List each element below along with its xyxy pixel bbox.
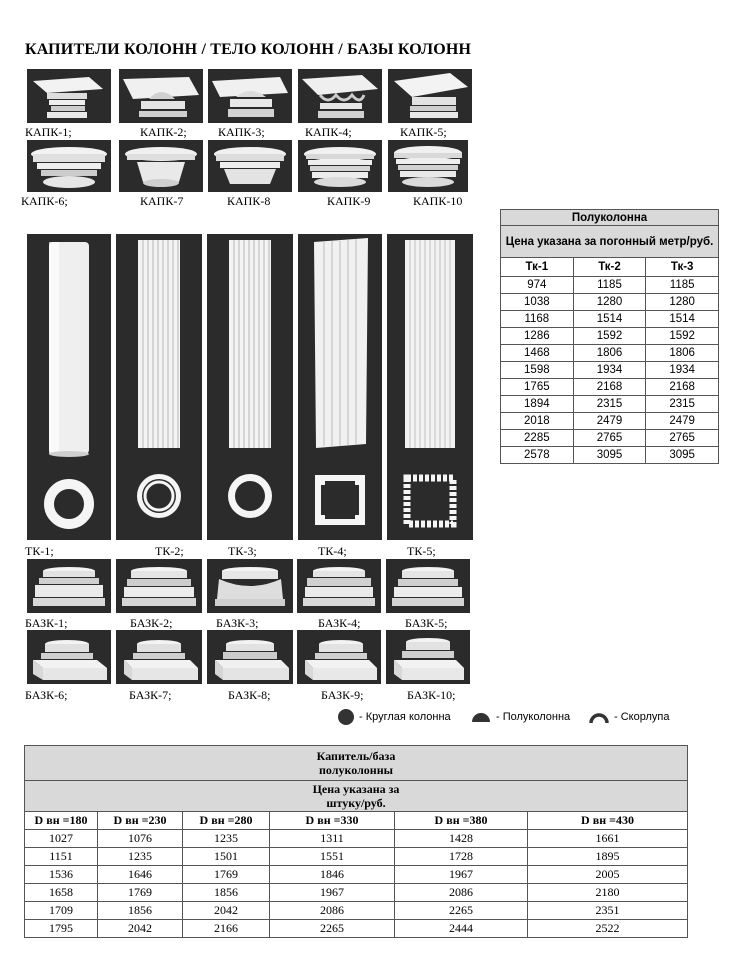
- base-label-6: БАЗК-6;: [25, 688, 68, 702]
- shaft-image-4: [298, 234, 382, 540]
- table-row: [25, 902, 688, 920]
- table-cell: 2765: [646, 430, 719, 447]
- base-col-header: D вн =330: [270, 812, 395, 830]
- half-column-price-table: [500, 209, 719, 464]
- table-cell: 2444: [395, 920, 528, 938]
- table-cell: 1769: [183, 866, 270, 884]
- table-cell: 1769: [98, 884, 183, 902]
- capital-label-1: КАПК-1;: [25, 125, 72, 139]
- table-row: [501, 345, 719, 362]
- base-image-2: [116, 559, 202, 613]
- capital-image-3: [208, 69, 292, 123]
- capital-image-10: [388, 140, 468, 192]
- table-cell: 2578: [501, 447, 574, 464]
- table-cell: 1468: [501, 345, 574, 362]
- table-cell: 1168: [501, 311, 574, 328]
- table-cell: 1894: [501, 396, 574, 413]
- table-cell: 1709: [25, 902, 98, 920]
- table-cell: 1646: [98, 866, 183, 884]
- poly-col-header: Тк-3: [646, 258, 719, 277]
- table-cell: 1536: [25, 866, 98, 884]
- table-cell: 2166: [183, 920, 270, 938]
- table-cell: 1856: [183, 884, 270, 902]
- base-image-7: [116, 630, 202, 684]
- table-cell: 1728: [395, 848, 528, 866]
- poly-col-header: Тк-1: [501, 258, 574, 277]
- table-cell: 1185: [573, 277, 646, 294]
- table-cell: 2265: [395, 902, 528, 920]
- table-cell: 1592: [573, 328, 646, 345]
- table-row: [25, 884, 688, 902]
- base-col-header: D вн =430: [528, 812, 688, 830]
- table-row: [25, 866, 688, 884]
- table-cell: 1280: [646, 294, 719, 311]
- page-title: КАПИТЕЛИ КОЛОНН / ТЕЛО КОЛОНН / БАЗЫ КОЛОНН: [25, 41, 472, 58]
- table-cell: 1806: [573, 345, 646, 362]
- half-column-icon: [470, 708, 492, 726]
- table-cell: 3095: [573, 447, 646, 464]
- capital-image-6: [27, 140, 111, 192]
- table-cell: 2042: [98, 920, 183, 938]
- table-cell: 2168: [573, 379, 646, 396]
- table-row: [25, 920, 688, 938]
- capital-image-9: [298, 140, 382, 192]
- table-row: [25, 848, 688, 866]
- table-cell: 1658: [25, 884, 98, 902]
- table-cell: 2018: [501, 413, 574, 430]
- table-cell: 1235: [98, 848, 183, 866]
- table-cell: 1551: [270, 848, 395, 866]
- base-table-title-line2: полуколонны: [318, 763, 393, 777]
- table-cell: 1895: [528, 848, 688, 866]
- legend-shell: [588, 708, 669, 726]
- shaft-label-2: ТК-2;: [155, 544, 184, 558]
- table-row: [501, 277, 719, 294]
- base-table-subtitle-line1: Цена указана за: [312, 782, 400, 796]
- shaft-label-3: ТК-3;: [228, 544, 257, 558]
- table-cell: 2086: [270, 902, 395, 920]
- base-table-title: [25, 746, 688, 781]
- table-cell: 2005: [528, 866, 688, 884]
- table-row: [501, 328, 719, 345]
- table-cell: 1038: [501, 294, 574, 311]
- table-cell: 2315: [573, 396, 646, 413]
- table-cell: 974: [501, 277, 574, 294]
- base-col-header: D вн =230: [98, 812, 183, 830]
- capital-label-4: КАПК-4;: [305, 125, 352, 139]
- table-cell: 2479: [573, 413, 646, 430]
- table-cell: 1235: [183, 830, 270, 848]
- base-col-header: D вн =280: [183, 812, 270, 830]
- table-cell: 1076: [98, 830, 183, 848]
- table-row: [501, 294, 719, 311]
- capital-image-1: [27, 69, 111, 123]
- legend-half: [470, 708, 570, 726]
- poly-table-title: Полуколонна: [501, 210, 719, 226]
- table-row: [501, 413, 719, 430]
- capital-base-price-table: [24, 745, 688, 938]
- shaft-image-2: [116, 234, 202, 540]
- table-cell: 1934: [646, 362, 719, 379]
- base-label-3: БАЗК-3;: [216, 616, 259, 630]
- shaft-image-5: [387, 234, 473, 540]
- base-image-4: [297, 559, 381, 613]
- poly-col-header: Тк-2: [573, 258, 646, 277]
- table-cell: 1592: [646, 328, 719, 345]
- table-cell: 1514: [573, 311, 646, 328]
- legend-round: [337, 708, 451, 726]
- base-image-8: [207, 630, 293, 684]
- shaft-label-4: ТК-4;: [318, 544, 347, 558]
- base-label-4: БАЗК-4;: [318, 616, 361, 630]
- table-cell: 2765: [573, 430, 646, 447]
- table-cell: 2042: [183, 902, 270, 920]
- capital-image-2: [119, 69, 203, 123]
- base-label-5: БАЗК-5;: [405, 616, 448, 630]
- shaft-image-1: [27, 234, 111, 540]
- table-cell: 2351: [528, 902, 688, 920]
- base-col-header: D вн =380: [395, 812, 528, 830]
- table-row: [501, 430, 719, 447]
- legend-shell-label: - Скорлупа: [614, 711, 670, 723]
- table-cell: 2265: [270, 920, 395, 938]
- capital-label-7: КАПК-7: [140, 194, 184, 208]
- capital-image-4: [298, 69, 382, 123]
- base-image-1: [27, 559, 111, 613]
- table-cell: 2086: [395, 884, 528, 902]
- shaft-label-5: ТК-5;: [407, 544, 436, 558]
- table-cell: 1501: [183, 848, 270, 866]
- capital-label-10: КАПК-10: [413, 194, 463, 208]
- table-cell: 1280: [573, 294, 646, 311]
- table-cell: 1598: [501, 362, 574, 379]
- table-cell: 1846: [270, 866, 395, 884]
- capital-label-8: КАПК-8: [227, 194, 271, 208]
- base-table-subtitle-line2: штуку/руб.: [326, 796, 386, 810]
- shaft-image-3: [207, 234, 293, 540]
- base-label-8: БАЗК-8;: [228, 688, 271, 702]
- table-cell: 1967: [395, 866, 528, 884]
- table-cell: 1514: [646, 311, 719, 328]
- table-cell: 2168: [646, 379, 719, 396]
- base-col-header: D вн =180: [25, 812, 98, 830]
- shaft-label-1: ТК-1;: [25, 544, 54, 558]
- capital-label-6: КАПК-6;: [21, 194, 68, 208]
- table-cell: 1795: [25, 920, 98, 938]
- table-row: [501, 379, 719, 396]
- table-cell: 1934: [573, 362, 646, 379]
- base-image-5: [386, 559, 470, 613]
- base-image-10: [386, 630, 470, 684]
- table-cell: 1027: [25, 830, 98, 848]
- table-cell: 1765: [501, 379, 574, 396]
- table-row: [501, 396, 719, 413]
- table-cell: 2180: [528, 884, 688, 902]
- capital-image-5: [388, 69, 472, 123]
- base-image-3: [207, 559, 293, 613]
- table-cell: 1428: [395, 830, 528, 848]
- table-cell: 1661: [528, 830, 688, 848]
- base-label-7: БАЗК-7;: [129, 688, 172, 702]
- base-label-9: БАЗК-9;: [321, 688, 364, 702]
- capital-label-5: КАПК-5;: [400, 125, 447, 139]
- table-cell: 2522: [528, 920, 688, 938]
- table-cell: 1151: [25, 848, 98, 866]
- table-cell: 1856: [98, 902, 183, 920]
- base-label-2: БАЗК-2;: [130, 616, 173, 630]
- table-cell: 1286: [501, 328, 574, 345]
- table-cell: 1806: [646, 345, 719, 362]
- base-image-9: [297, 630, 381, 684]
- table-cell: 1185: [646, 277, 719, 294]
- table-cell: 2285: [501, 430, 574, 447]
- table-cell: 2479: [646, 413, 719, 430]
- table-row: [501, 447, 719, 464]
- shell-icon: [588, 708, 610, 726]
- capital-label-3: КАПК-3;: [218, 125, 265, 139]
- capital-image-8: [208, 140, 292, 192]
- legend-half-label: - Полуколонна: [496, 711, 571, 723]
- table-row: [501, 362, 719, 379]
- capital-label-9: КАПК-9: [327, 194, 371, 208]
- table-cell: 1967: [270, 884, 395, 902]
- table-cell: 2315: [646, 396, 719, 413]
- poly-table-subtitle: Цена указана за погонный метр/руб.: [501, 226, 719, 258]
- capital-label-2: КАПК-2;: [140, 125, 187, 139]
- table-cell: 1311: [270, 830, 395, 848]
- round-column-icon: [337, 708, 355, 726]
- legend-round-label: - Круглая колонна: [359, 711, 451, 723]
- table-row: [501, 311, 719, 328]
- table-cell: 3095: [646, 447, 719, 464]
- base-label-1: БАЗК-1;: [25, 616, 68, 630]
- base-image-6: [27, 630, 111, 684]
- capital-image-7: [119, 140, 203, 192]
- table-row: [25, 830, 688, 848]
- base-table-title-line1: Капитель/база: [316, 749, 396, 763]
- base-label-10: БАЗК-10;: [407, 688, 456, 702]
- base-table-subtitle: [25, 781, 688, 812]
